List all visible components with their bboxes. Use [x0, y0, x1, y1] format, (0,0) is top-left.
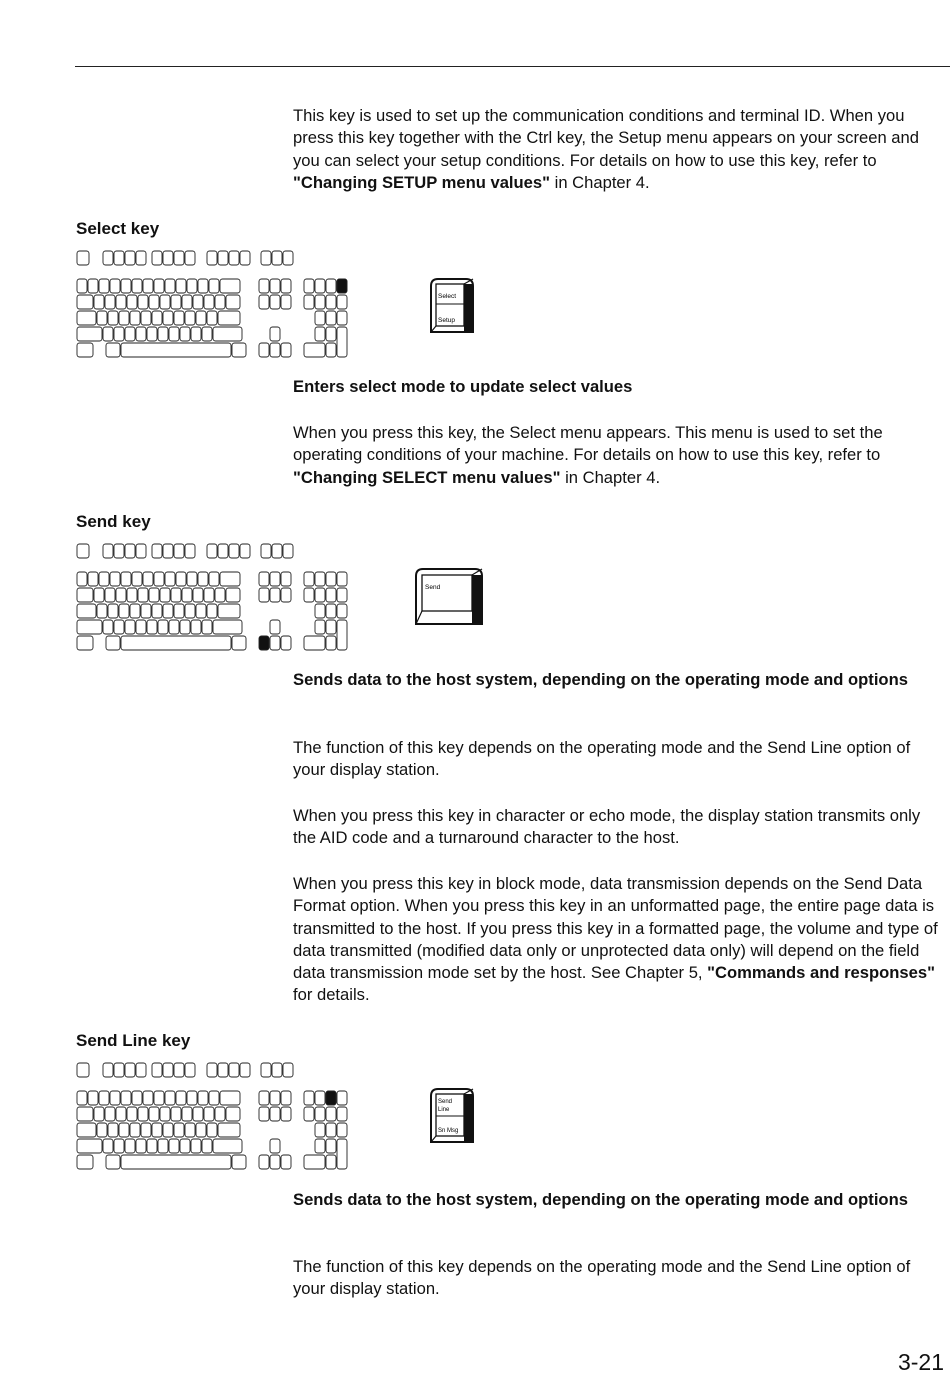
- send-key-paragraph-3: When you press this key in block mode, data transmission depends on the Send Data Format option. When you press this key in an unformatted page, the entire page data is transmitted to the host. If you press this key in a formatted page, the volume and type of data transmitted (modified data only or unprotected data only) will depend on the field data transmission mode set by the host. See Chapter 5, "Commands and responses" for details.: [293, 874, 938, 1005]
- section-heading-send-key: Send key: [76, 512, 151, 531]
- top-rule: [75, 66, 950, 67]
- svg-text:Line: Line: [438, 1107, 450, 1113]
- select-keycap-icon: [428, 276, 476, 336]
- select-key-subheading: Enters select mode to update select values: [293, 377, 633, 396]
- svg-text:Send: Send: [438, 1099, 453, 1105]
- svg-text:Select: Select: [438, 293, 457, 300]
- keyboard-diagram-send-line: [76, 1058, 350, 1173]
- send-line-key-paragraph: The function of this key depends on the operating mode and the Send Line option of your display station.: [293, 1257, 911, 1299]
- section-heading-send-line-key: Send Line key: [76, 1031, 191, 1050]
- select-key-paragraph: When you press this key, the Select menu appears. This menu is used to set the operating conditions of your machine. For details on how to use this key, refer to "Changing SELECT menu values" in Chapter 4.: [293, 423, 883, 487]
- send-key-paragraph-2: When you press this key in character or echo mode, the display station transmits only the AID code and a turnaround character to the host.: [293, 806, 921, 848]
- send-line-keycap-icon: [428, 1086, 476, 1146]
- send-key-subheading: Sends data to the host system, depending on the operating mode and options: [293, 670, 908, 689]
- section-heading-select-key: Select key: [76, 219, 160, 238]
- page-number: 3-21: [897, 1349, 944, 1375]
- svg-text:Sn Msg: Sn Msg: [438, 1128, 459, 1134]
- svg-text:Send: Send: [425, 584, 441, 591]
- keyboard-diagram-send: [76, 539, 350, 654]
- keyboard-diagram-select: [76, 246, 350, 361]
- svg-text:Setup: Setup: [438, 317, 455, 324]
- send-line-key-subheading: Sends data to the host system, depending on the operating mode and options: [293, 1190, 908, 1209]
- send-key-paragraph-1: The function of this key depends on the operating mode and the Send Line option of your display station.: [293, 738, 911, 780]
- send-keycap-icon: [413, 566, 485, 628]
- intro-paragraph: This key is used to set up the communication conditions and terminal ID. When you press this key together with the Ctrl key, the Setup menu appears on your screen and you can select your setup conditions. For details on how to use this key, refer to "Changing SETUP menu values" in Chapter 4.: [293, 106, 919, 192]
